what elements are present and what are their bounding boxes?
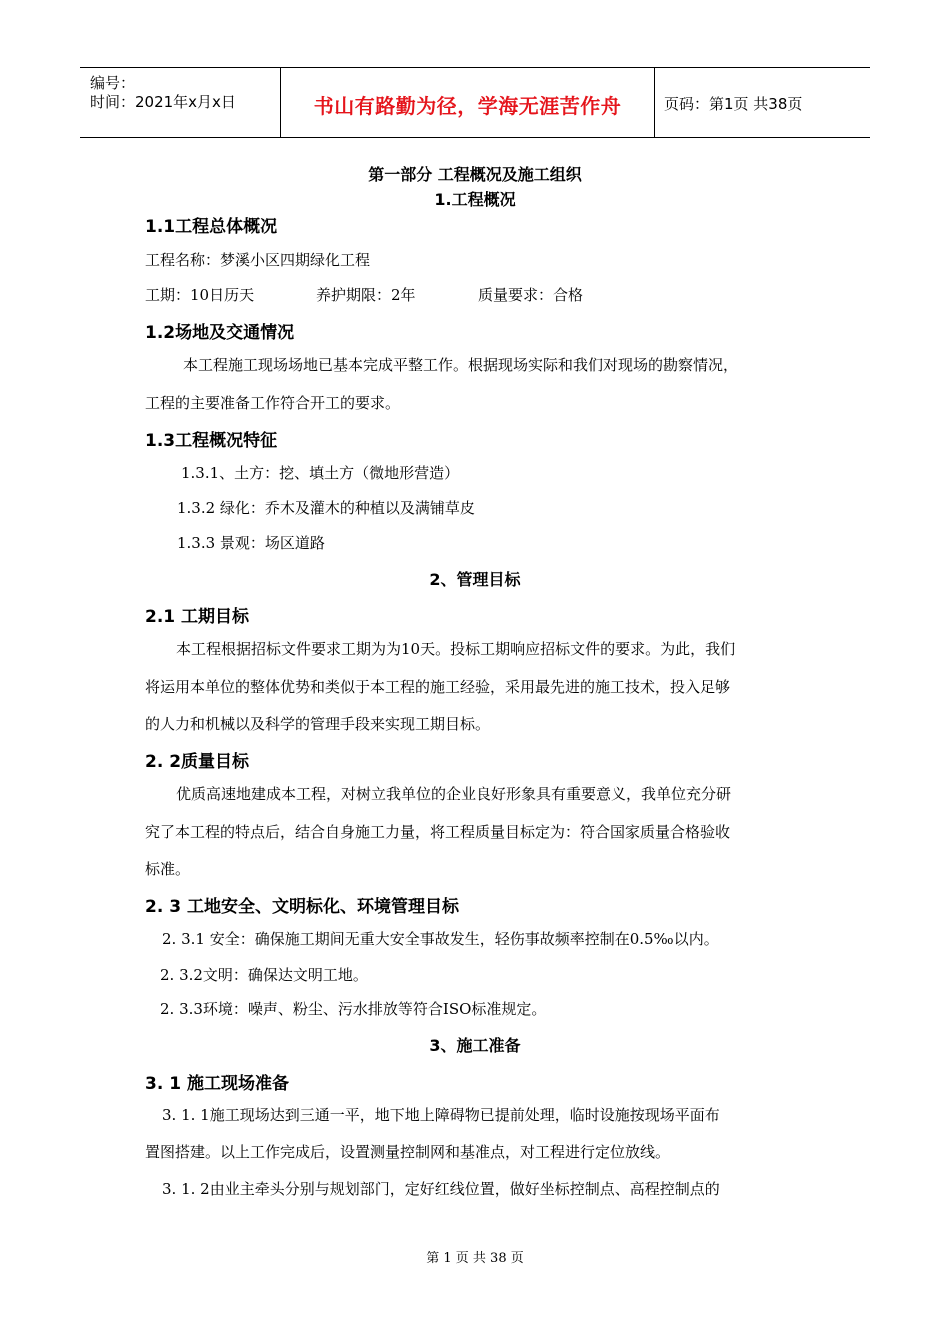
section-2-2-heading: 2. 2质量目标 [145,752,250,772]
section-2-1-heading: 2.1 工期目标 [145,607,250,627]
document-header [80,67,870,138]
paragraph-line: 3. 1. 2由业主牵头分别与规划部门，定好红线位置，做好坐标控制点、高程控制点的 [162,1180,720,1198]
project-period: 工期：10日历天 [145,286,255,304]
paragraph-line: 优质高速地建成本工程，对树立我单位的企业良好形象具有重要意义，我单位充分研 [176,785,732,803]
time-label: 时间：2021年x月x日 [90,93,236,111]
page-code: 页码：第1页 共38页 [664,95,803,113]
motto: 书山有路勤为径，学海无涯苦作舟 [313,94,622,118]
list-item: 1.3.2 绿化：乔木及灌木的种植以及满铺草皮 [177,499,475,517]
header-right-cell [654,68,870,137]
paragraph-line: 的人力和机械以及科学的管理手段来实现工期目标。 [145,715,491,733]
section-1-3-heading: 1.3工程概况特征 [145,431,278,451]
list-item: 1.3.1、土方：挖、填土方（微地形营造） [181,464,460,482]
page-footer: 第 1 页 共 38 页 [426,1251,524,1266]
section-3-1-heading: 3. 1 施工现场准备 [145,1074,289,1094]
project-name: 工程名称：梦溪小区四期绿化工程 [145,251,371,269]
paragraph-line: 本工程施工现场场地已基本完成平整工作。根据现场实际和我们对现场的勘察情况， [183,356,739,374]
quality-requirement: 质量要求：合格 [478,286,584,304]
paragraph-line: 3. 1. 1施工现场达到三通一平，地下地上障碍物已提前处理，临时设施按现场平面布 [162,1106,720,1124]
list-item: 2. 3.1 安全：确保施工期间无重大安全事故发生，轻伤事故频率控制在0.5‰以内。 [162,930,719,948]
header-left-cell [80,68,280,137]
header-motto-cell [280,68,655,137]
section-2-3-heading: 2. 3 工地安全、文明标化、环境管理目标 [145,897,459,917]
paragraph-line: 究了本工程的特点后，结合自身施工力量，将工程质量目标定为：符合国家质量合格验收 [145,823,731,841]
paragraph-line: 工程的主要准备工作符合开工的要求。 [145,394,401,412]
chapter-2-title: 2、管理目标 [429,570,521,589]
paragraph-line: 本工程根据招标文件要求工期为为10天。投标工期响应招标文件的要求。为此，我们 [176,640,736,658]
chapter-3-title: 3、施工准备 [429,1036,521,1055]
list-item: 2. 3.3环境：噪声、粉尘、污水排放等符合ISO标准规定。 [160,1000,547,1018]
section-1-1-heading: 1.1工程总体概况 [145,217,278,237]
section-1-2-heading: 1.2场地及交通情况 [145,323,295,343]
paragraph-line: 将运用本单位的整体优势和类似于本工程的施工经验，采用最先进的施工技术，投入足够 [145,678,731,696]
list-item: 2. 3.2文明：确保达文明工地。 [160,966,368,984]
part-title: 第一部分 工程概况及施工组织 [368,165,582,184]
maintenance-period: 养护期限：2年 [316,286,416,304]
number-label: 编号： [90,74,136,92]
list-item: 1.3.3 景观：场区道路 [177,534,325,552]
chapter-1-title: 1.工程概况 [434,190,516,209]
paragraph-line: 置图搭建。以上工作完成后，设置测量控制网和基准点，对工程进行定位放线。 [145,1143,671,1161]
paragraph-line: 标准。 [145,860,191,878]
